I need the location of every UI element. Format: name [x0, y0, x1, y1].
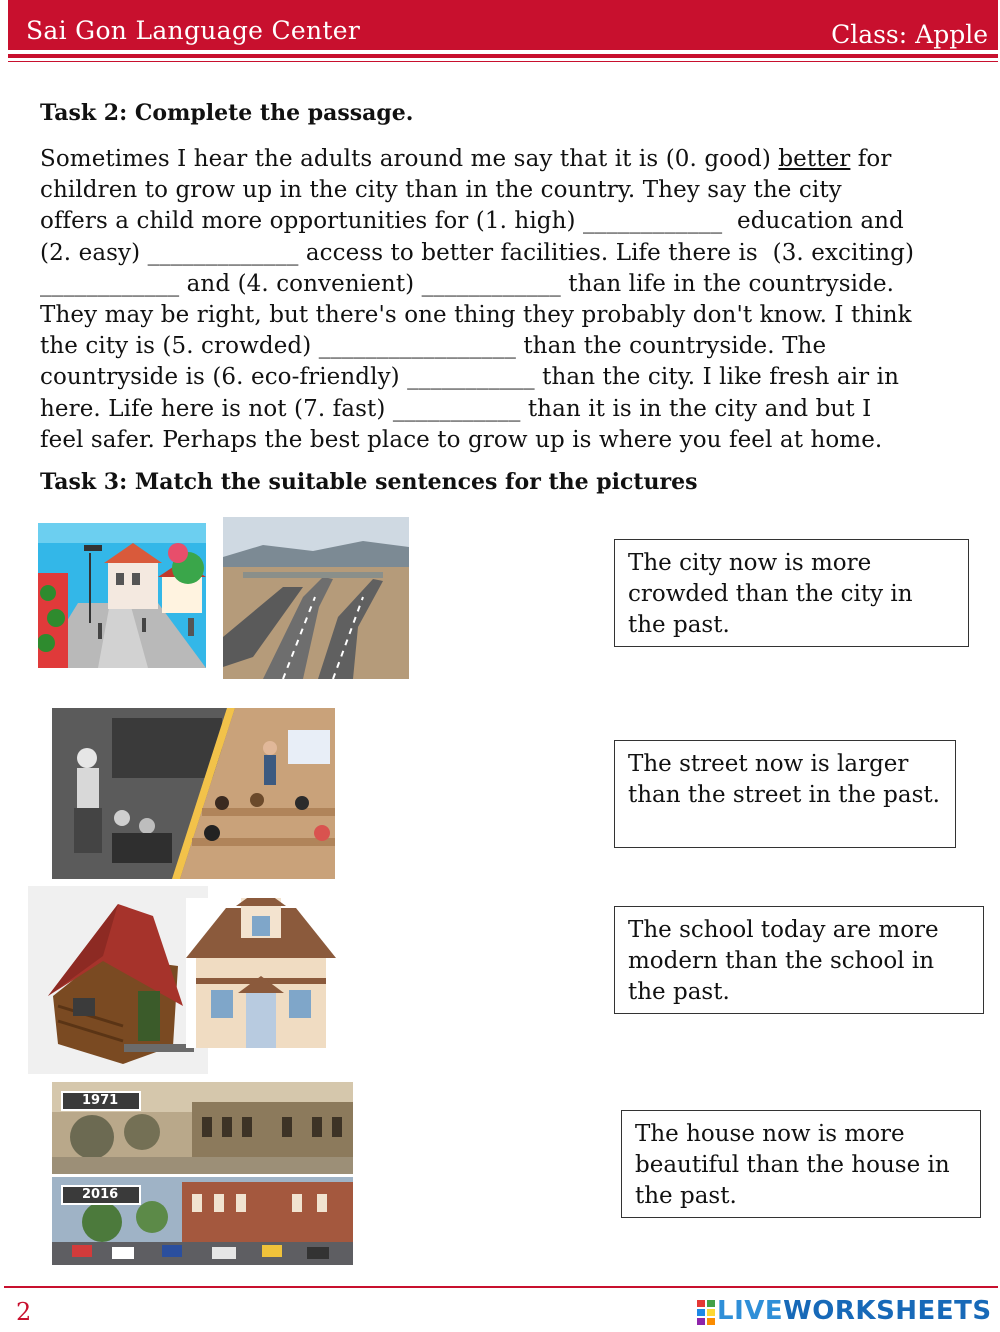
passage-text: Sometimes I hear the adults around me say that it is (0. good) — [40, 146, 779, 172]
passage-line — [40, 394, 985, 425]
passage-line — [40, 300, 985, 331]
passage-text: offers a child more opportunities for (1. high) ____________ education and — [40, 208, 904, 235]
passage-text: for — [850, 146, 892, 172]
passage-text: feel safer. Perhaps the best place to grow up is where you feel at home. — [40, 426, 883, 453]
passage-text: children to grow up in the city than in the country. They say the city — [40, 177, 842, 204]
passage-line — [40, 144, 985, 175]
passage-text: (2. easy) _____________ access to better facilities. Life there is (3. exciting) — [40, 239, 915, 266]
sentence-box-4[interactable]: The house now is more beautiful than the house in the past. — [621, 1110, 981, 1218]
page-header — [8, 0, 998, 50]
street-present-picture[interactable] — [223, 517, 409, 679]
liveworksheets-logo-icon — [697, 1300, 715, 1324]
passage-line — [40, 331, 985, 362]
passage-text: here. Life here is not (7. fast) ___________ than it is in the city and but I — [40, 395, 872, 422]
task2-title: Task 2: Complete the passage. — [40, 100, 414, 126]
brand-part-worksheets: WORKSHEETS — [783, 1296, 992, 1326]
passage-line — [40, 425, 985, 456]
passage-line — [40, 362, 985, 393]
house-past-picture[interactable] — [28, 886, 208, 1074]
street-past-picture[interactable] — [38, 523, 206, 668]
school-comparison-picture[interactable] — [52, 708, 335, 879]
passage-text: the city is (5. crowded) _________________ than the countryside. The — [40, 333, 827, 360]
sentence-box-3[interactable]: The school today are more modern than the school in the past. — [614, 906, 984, 1014]
class-label: Class: Apple — [831, 20, 988, 49]
task3-title: Task 3: Match the suitable sentences for the pictures — [40, 469, 698, 495]
passage-text: countryside is (6. eco-friendly) ___________ than the city. I like fresh air in — [40, 364, 900, 391]
example-answer: better — [778, 146, 851, 172]
brand-part-live: LIVE — [717, 1296, 784, 1326]
passage-text: They may be right, but there's one thing they probably don't know. I think — [40, 302, 912, 329]
center-name: Sai Gon Language Center — [26, 16, 361, 45]
house-present-picture[interactable] — [186, 898, 336, 1048]
passage-line — [40, 269, 985, 300]
liveworksheets-brand[interactable] — [717, 1296, 992, 1326]
passage-line — [40, 238, 985, 269]
city-comparison-picture[interactable] — [52, 1082, 353, 1265]
footer-divider — [4, 1286, 998, 1288]
year-label-present: 2016 — [82, 1187, 119, 1202]
task2-passage — [40, 144, 985, 456]
sentence-box-1[interactable]: The city now is more crowded than the city in the past. — [614, 539, 969, 647]
passage-text: ____________ and (4. convenient) ____________ than life in the countryside. — [40, 270, 895, 297]
sentence-box-2[interactable]: The street now is larger than the street in the past. — [614, 740, 956, 848]
header-divider — [8, 54, 998, 58]
header-divider-thin — [8, 61, 998, 62]
passage-line — [40, 206, 985, 237]
passage-line — [40, 175, 985, 206]
page-number: 2 — [16, 1298, 32, 1326]
year-label-past: 1971 — [82, 1093, 119, 1108]
